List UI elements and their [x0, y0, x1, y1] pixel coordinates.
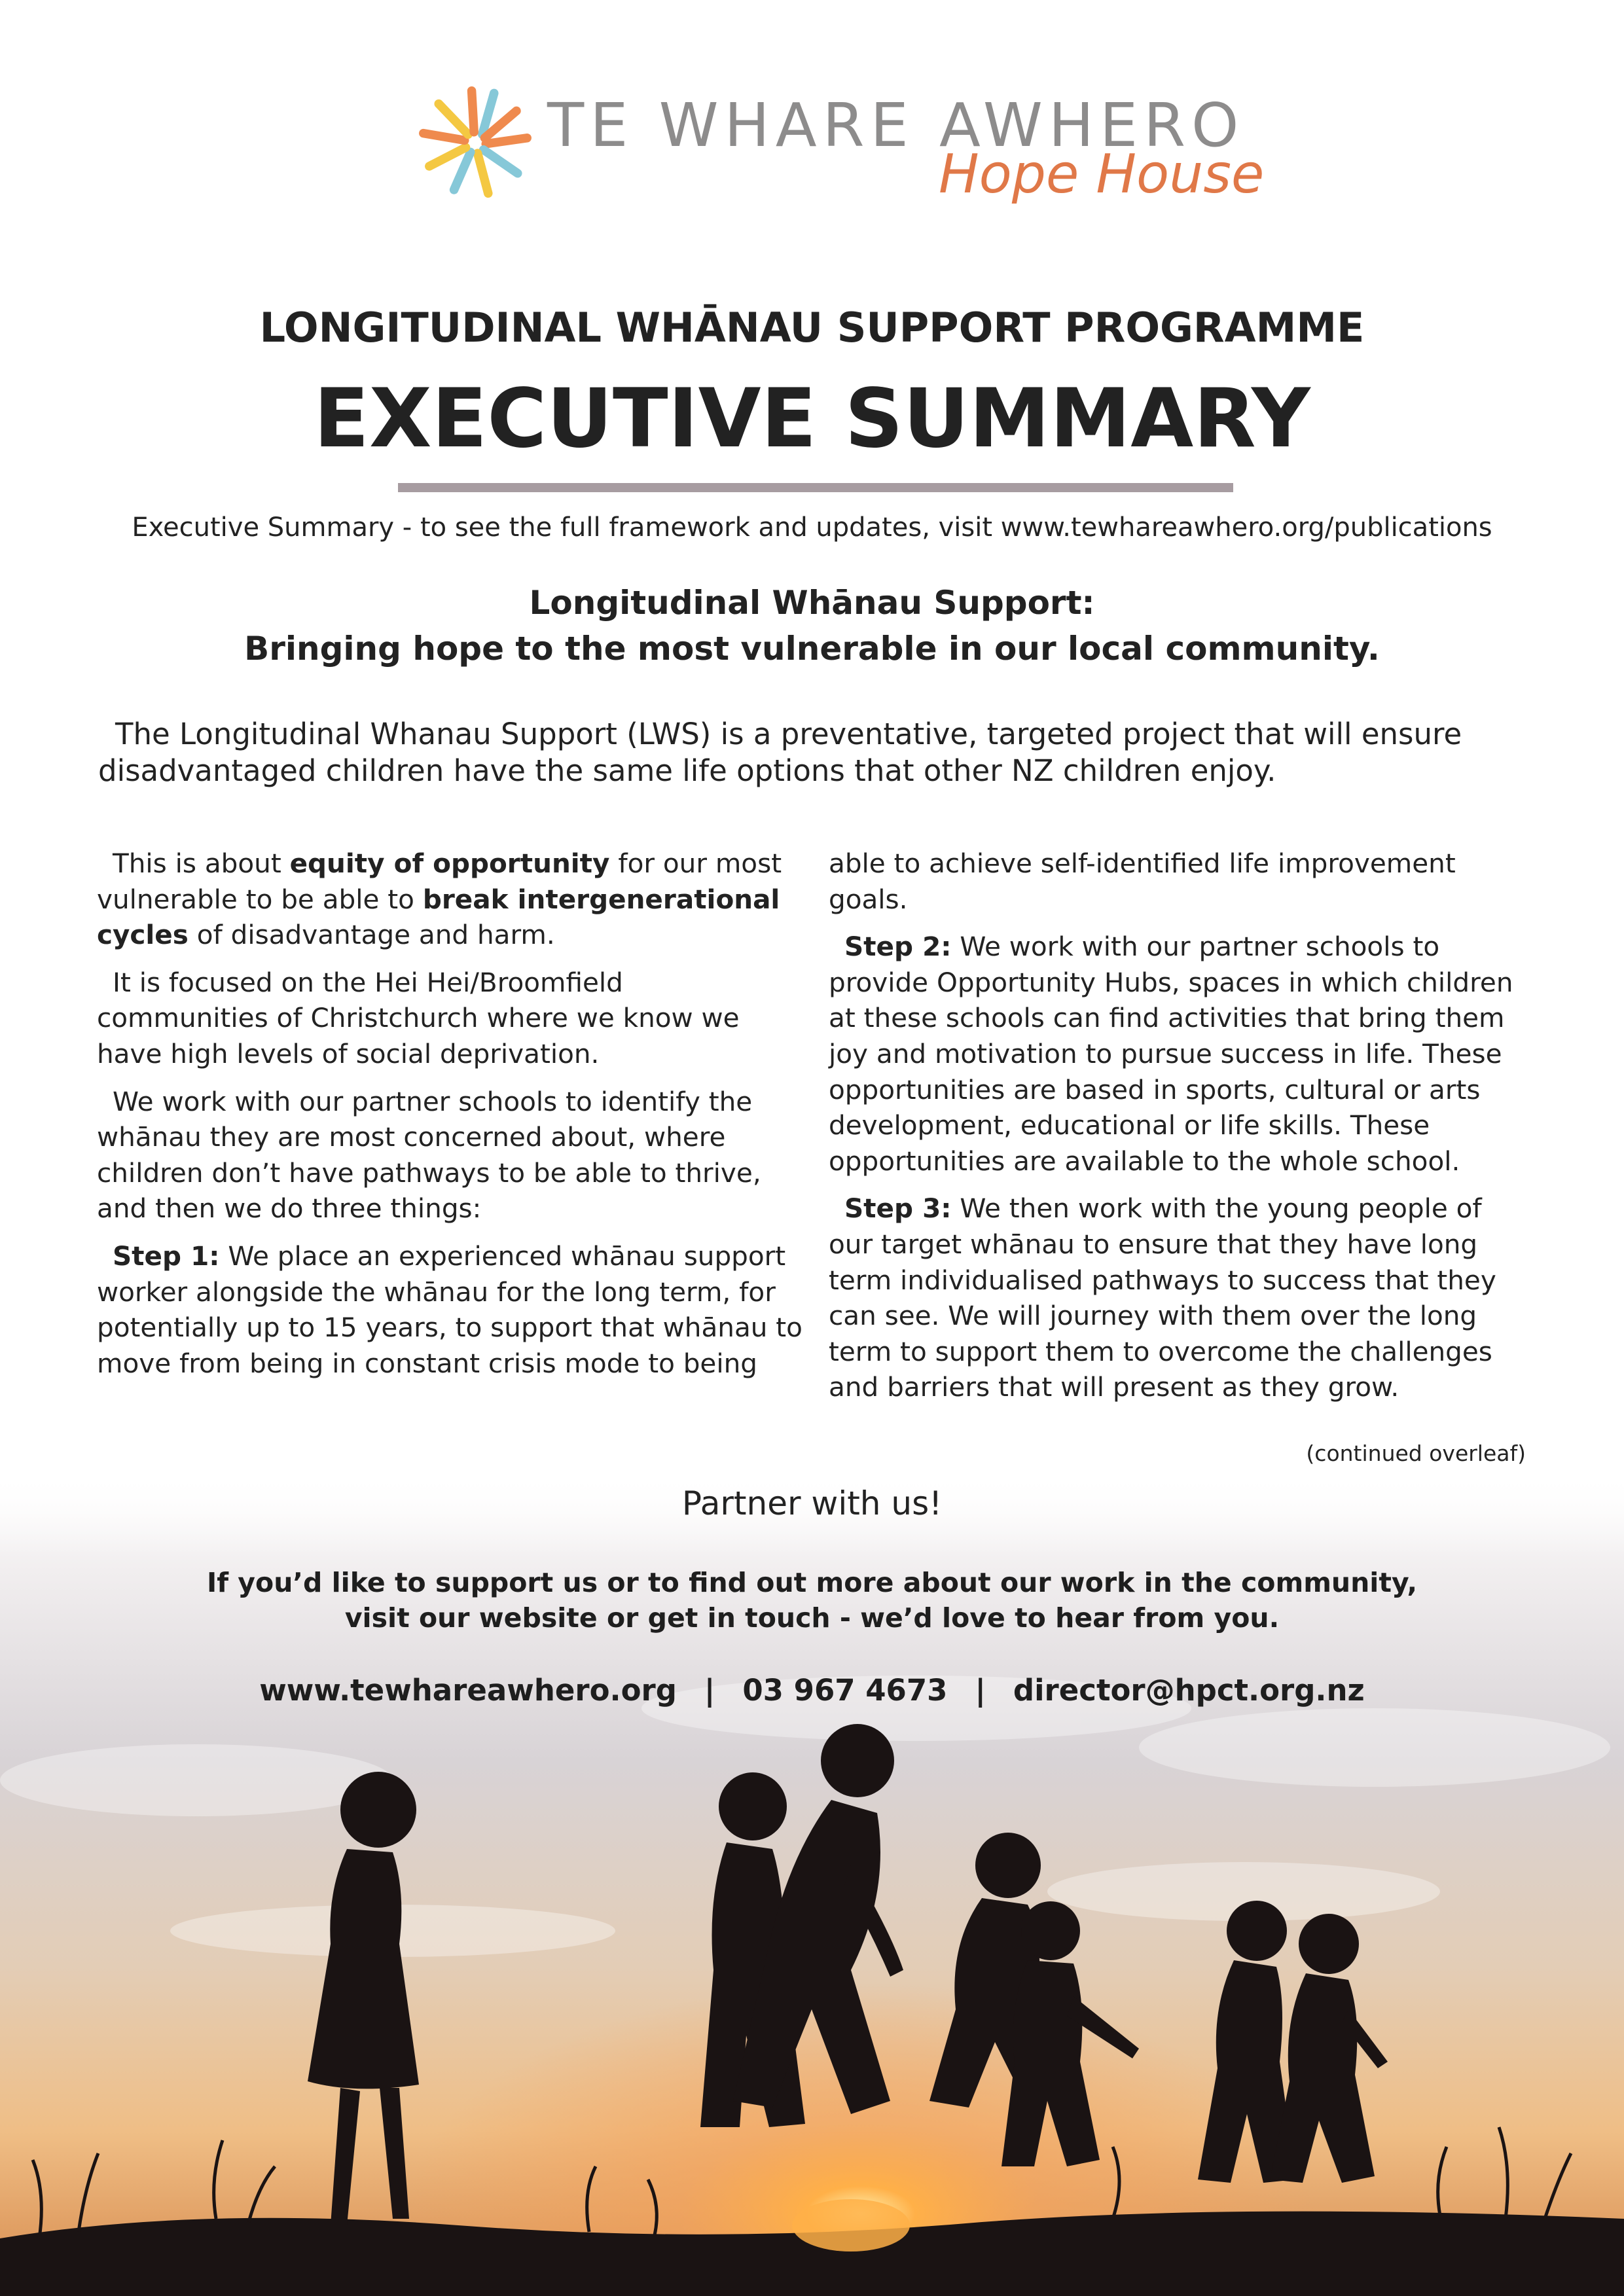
phone-number[interactable]: 03 967 4673 — [742, 1673, 948, 1708]
logo-subname: Hope House — [939, 143, 1265, 206]
step-2-paragraph — [829, 929, 1529, 1179]
right-column — [829, 846, 1529, 1417]
continued-overleaf: (continued overleaf) — [1306, 1441, 1526, 1466]
step-2-text: We work with our partner schools to provide Opportunity Hubs, spaces in which children at these schools can find activities that bring them joy and motivation to pursue success in life. These opportunities are based in sports, cultural or arts development, educational or life skills. These opportunities are available to the whole school. — [829, 931, 1513, 1177]
email-link[interactable]: director@hpct.org.nz — [1013, 1673, 1365, 1708]
page-title: EXECUTIVE SUMMARY — [314, 372, 1310, 466]
step-1-text: We place an experienced whānau support worker alongside the whānau for the long term, for potentially up to 15 years, to support that whānau to move from being in constant crisis mode to being — [97, 1240, 803, 1379]
contact-separator: | — [975, 1673, 986, 1708]
partner-title: Partner with us! — [681, 1484, 943, 1522]
step-3-text: We then work with the young people of our target whānau to ensure that they have long term individualised pathways to success that they can see. We will journey with them over the long term to support them to overcome the challenges and barriers that will present as they grow. — [829, 1193, 1496, 1403]
left-column — [97, 846, 803, 1393]
step-3-paragraph — [829, 1191, 1529, 1405]
text-run: of disadvantage and harm. — [188, 919, 555, 951]
contact-separator: | — [704, 1673, 715, 1708]
emphasis-equity: equity of opportunity — [289, 848, 610, 879]
step-1-label: Step 1: — [113, 1240, 220, 1272]
contact-line — [0, 1673, 1624, 1708]
logo-name: TE WHARE AWHERO — [547, 90, 1245, 160]
intro-paragraph: The Longitudinal Whanau Support (LWS) is a preventative, targeted project that will ensure disadvantaged children have the same life options that other NZ children enjoy. — [98, 717, 1462, 788]
text-run: This is about — [113, 848, 290, 879]
step-1-continued: able to achieve self-identified life improvement goals. — [829, 848, 1456, 915]
step-2-label: Step 2: — [844, 931, 952, 963]
emphasis-cycles: break intergenerational cycles — [97, 883, 780, 951]
step-1-paragraph — [97, 1238, 803, 1381]
equity-paragraph — [97, 846, 803, 953]
website-link[interactable]: www.tewhareawhero.org — [259, 1673, 677, 1708]
community-paragraph: It is focused on the Hei Hei/Broomfield communities of Christchurch where we know we have high levels of social deprivation. — [97, 966, 740, 1069]
headline-line-2: Bringing hope to the most vulnerable in our local community. — [244, 630, 1380, 668]
partner-message-line-2: visit our website or get in touch - we’d love to hear from you. — [344, 1602, 1280, 1634]
step-3-label: Step 3: — [844, 1193, 952, 1225]
title-divider — [398, 483, 1233, 492]
partner-message-line-1: If you’d like to support us or to find out more about our work in the community, — [206, 1567, 1418, 1598]
publications-note: Executive Summary - to see the full framework and updates, visit www.tewhareawhero.org/publications — [132, 512, 1492, 543]
partner-schools-paragraph: We work with our partner schools to identify the whānau they are most concerned about, where children don’t have pathways to be able to thrive, and then we do three things: — [97, 1085, 761, 1225]
text-run: for our most vulnerable to be able to — [97, 848, 782, 915]
headline-line-1: Longitudinal Whānau Support: — [529, 584, 1095, 622]
sunburst-logo-icon — [416, 84, 534, 202]
programme-title: LONGITUDINAL WHĀNAU SUPPORT PROGRAMME — [259, 304, 1365, 351]
